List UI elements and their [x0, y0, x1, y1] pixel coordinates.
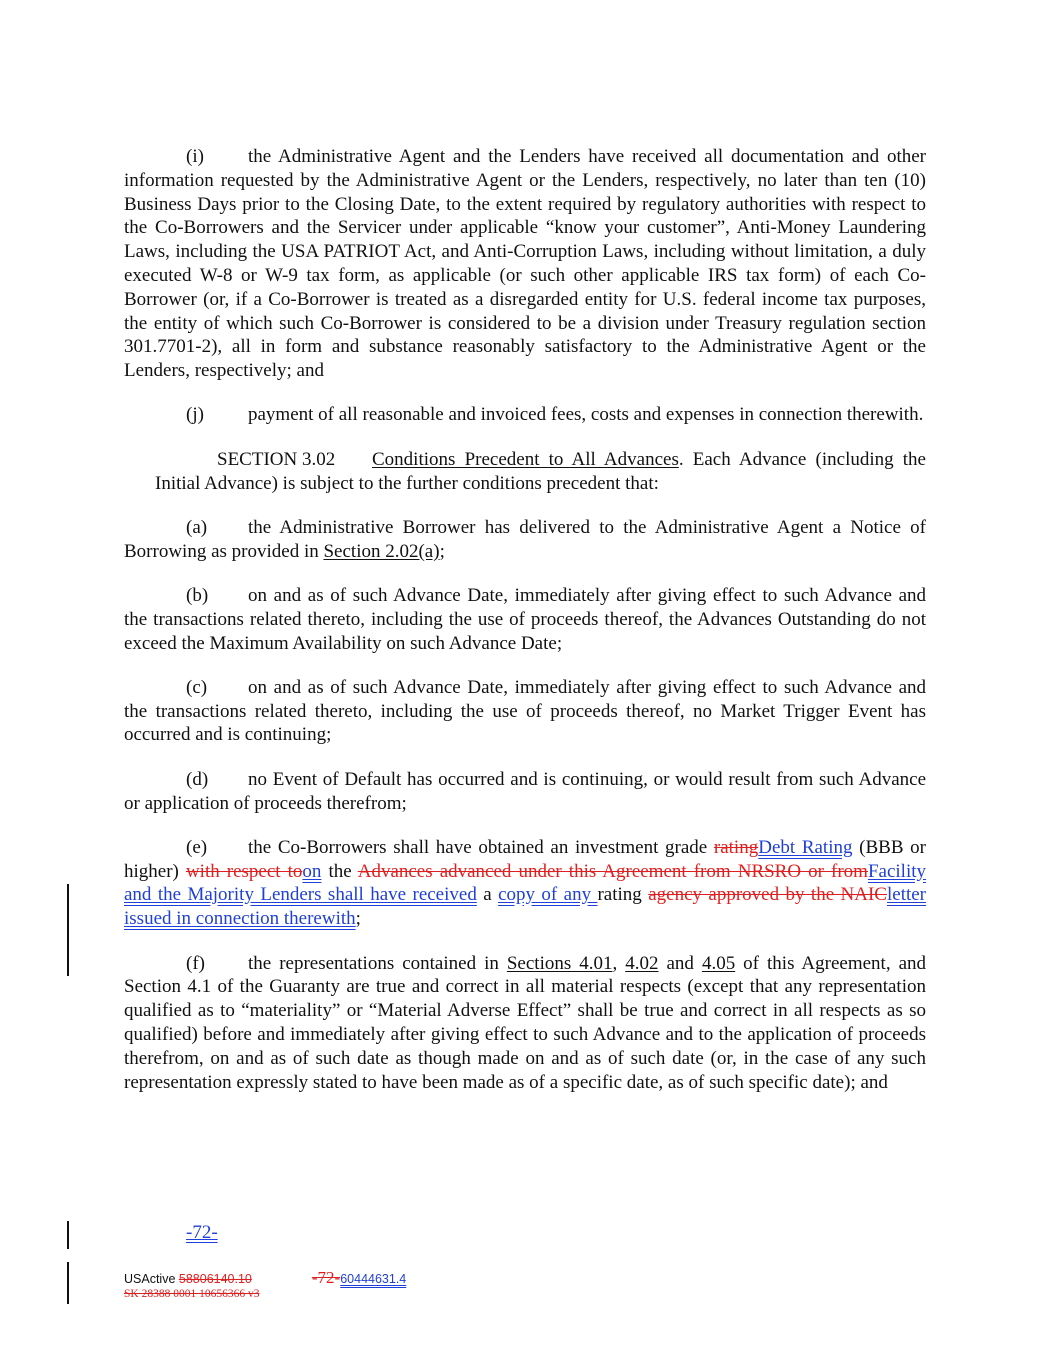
change-bar	[67, 884, 69, 976]
paragraph-label: (j)	[186, 404, 204, 426]
deleted-text: agency approved by the NAIC	[648, 884, 887, 906]
section-text: . Each Advance (including the Initial Advance) is subject to the further conditions precedent that:	[155, 448, 926, 494]
inserted-text: on	[302, 860, 322, 882]
paragraph-e	[124, 836, 926, 931]
section-heading: Conditions Precedent to All Advances	[372, 448, 679, 470]
paragraph-text: ,	[612, 952, 626, 974]
paragraph-text: a	[476, 884, 499, 906]
section-reference: Section 2.02(a)	[323, 540, 440, 562]
paragraph-label: (d)	[186, 768, 209, 790]
paragraph-text: ;	[355, 908, 361, 930]
change-bar	[67, 1262, 69, 1304]
deleted-text: with respect to	[185, 860, 303, 882]
paragraph-label: (c)	[186, 676, 208, 698]
paragraph-text: the Co-Borrowers shall have obtained an investment grade	[248, 836, 714, 858]
paragraph-text: the Administrative Borrower has delivered to the Administrative Agent a Notice of Borrowing as provided in	[124, 516, 926, 562]
page-number	[124, 1222, 218, 1244]
document-body	[124, 145, 926, 1115]
paragraph-text: the Administrative Agent and the Lenders have received all documentation and other information requested by the Administrative Agent or the Lenders, respectively, no later than ten (10) Business Days prior to the Closing Date, to the extent required by regulatory authorities with respect to the Co-Borrowers and the Servicer under applicable “know your customer”, Anti-Money Laundering Laws, including the USA PATRIOT Act, and Anti-Corruption Laws, including without limitation, a duly executed W-8 or W-9 tax form, as applicable (or such other applicable IRS tax form) of each Co-Borrower (or, if a Co-Borrower is treated as a disregarded entity for U.S. federal income tax purposes, the entity of which such Co-Borrower is considered to be a division under Treasury regulation section 301.7701-2), all in form and substance reasonably satisfactory to the Administrative Agent or the Lenders, respectively; and	[124, 146, 926, 382]
paragraph-c	[124, 676, 926, 747]
paragraph-text: on and as of such Advance Date, immediately after giving effect to such Advance and the transactions related thereto, including the use of proceeds thereof, the Advances Outstanding do not exceed the Maximum Availability on such Advance Date;	[124, 584, 926, 654]
paragraph-label: (i)	[186, 146, 204, 167]
document-id-footer	[124, 1268, 406, 1288]
paragraph-text: rating	[597, 884, 649, 906]
paragraph-b	[124, 584, 926, 655]
paragraph-f	[124, 952, 926, 1095]
sk-footer-line: SK 28388 0001 10656366 v3	[124, 1288, 260, 1300]
old-page-number: -72-	[311, 1268, 341, 1287]
paragraph-text: no Event of Default has occurred and is continuing, or would result from such Advance or application of proceeds therefrom;	[124, 768, 926, 814]
new-doc-id: 60444631.4	[340, 1272, 407, 1286]
change-bar	[67, 1221, 69, 1249]
paragraph-text: (BBB or higher)	[124, 836, 926, 882]
paragraph-label: (e)	[186, 836, 208, 858]
paragraph-label: (b)	[186, 584, 209, 606]
inserted-text: Debt Rating	[758, 836, 853, 858]
paragraph-text: payment of all reasonable and invoiced fees, costs and expenses in connection therewith.	[248, 404, 924, 426]
inserted-text: copy of any	[498, 884, 598, 906]
paragraph-a	[124, 516, 926, 564]
paragraph-d	[124, 768, 926, 816]
section-reference: 4.02	[625, 952, 659, 974]
section-3-02	[155, 448, 926, 496]
paragraph-i	[124, 145, 926, 383]
paragraph-text: of this Agreement, and Section 4.1 of the Guaranty are true and correct in all material respects (except that any representation qualified as to “materiality” or “Material Adverse Effect” shall be true and correct in all respects as so qualified) before and immediately after giving effect to such Advance and to the application of proceeds therefrom, on and as of such date as though made on and as of such date (or, in the case of any such representation expressly stated to have been made as of a specific date, as of such specific date); and	[124, 952, 927, 1093]
paragraph-text: on and as of such Advance Date, immediately after giving effect to such Advance and the transactions related thereto, including the use of proceeds thereof, no Market Trigger Event has occurred and is continuing;	[124, 676, 926, 746]
deleted-text: rating	[713, 836, 759, 858]
paragraph-j	[124, 403, 926, 427]
paragraph-text: and	[658, 952, 702, 974]
page-number-text: -72-	[186, 1222, 218, 1243]
paragraph-label: (f)	[186, 952, 205, 974]
inserted-text: letter issued in connection therewith	[124, 884, 927, 930]
paragraph-label: (a)	[186, 516, 208, 538]
paragraph-text-end: ;	[439, 540, 445, 562]
deleted-text: Advances advanced under this Agreement from NRSRO or from	[357, 860, 868, 882]
section-number: SECTION 3.02	[217, 448, 336, 470]
inserted-text: Facility and the Majority Lenders shall have received	[124, 860, 927, 906]
section-reference: 4.05	[701, 952, 736, 974]
paragraph-text: the	[321, 860, 358, 882]
paragraph-text: the representations contained in	[248, 952, 507, 974]
doc-prefix: USActive	[124, 1272, 179, 1286]
old-doc-id: 58806140.10	[178, 1272, 252, 1286]
section-reference: Sections 4.01	[506, 952, 613, 974]
